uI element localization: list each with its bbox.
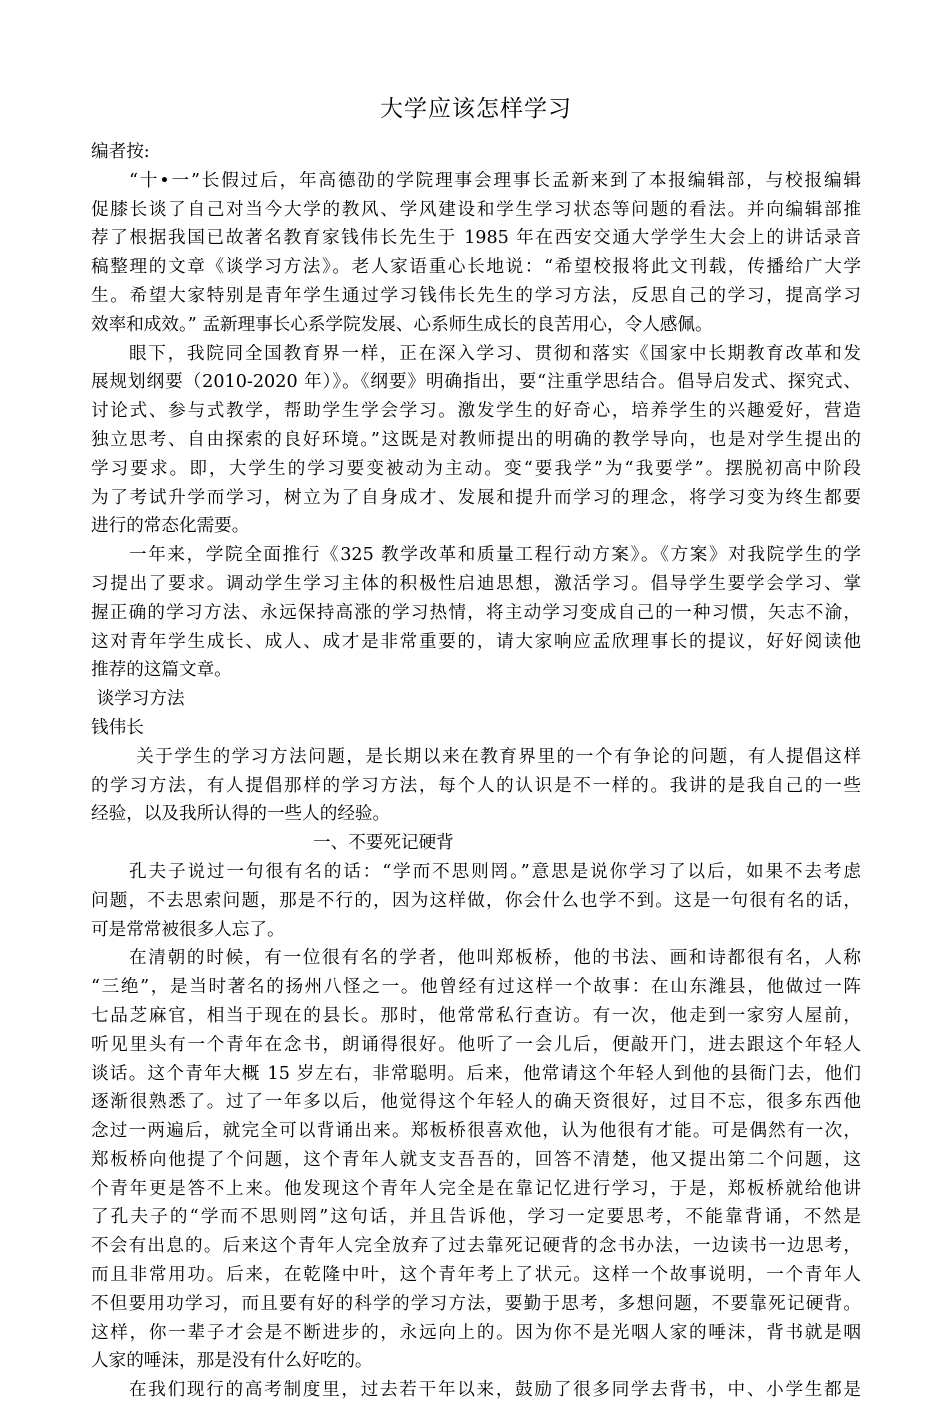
text-line: 生。希望大家特别是青年学生通过学习钱伟长先生的学习方法，反思自己的学习，提高学习 (91, 285, 861, 306)
text-line: 眼下，我院同全国教育界一样，正在深入学习、贯彻和落实《国家中长期教育改革和发 (129, 343, 861, 364)
text-line: 问题，不去思索问题，那是不行的，因为这样做，你会什么也学不到。这是一句很有名的话， (91, 890, 861, 911)
text-line: 可是常常被很多人忘了。 (91, 919, 285, 940)
text-line: 在我们现行的高考制度里，过去若干年以来，鼓励了很多同学去背书，中、小学生都是 (129, 1380, 861, 1401)
text-line: 这样，你一辈子才会是不断进步的，永远向上的。因为你不是光咽人家的唾沫，背书就是咽 (91, 1322, 861, 1343)
text-line: 了孔夫子的“学而不思则罔”这句话，并且告诉他，学习一定要思考，不能靠背诵，不然是 (91, 1207, 861, 1228)
text-line: 的学习方法，有人提倡那样的学习方法，每个人的认识是不一样的。我讲的是我自己的一些 (91, 775, 861, 796)
editor-note-label: 编者按: (91, 142, 150, 162)
text-line: 个青年更是答不上来。他发现这个青年人完全是在靠记忆进行学习，于是，郑板桥就给他讲 (91, 1178, 861, 1199)
text-line: 人家的唾沫，那是没有什么好吃的。 (91, 1351, 373, 1372)
text-line: 推荐的这篇文章。 (91, 660, 232, 681)
text-line: 经验，以及我所认得的一些人的经验。 (91, 804, 391, 825)
text-line: “十•一”长假过后，年高德劭的学院理事会理事长孟新来到了本报编辑部，与校报编辑 (129, 170, 861, 191)
text-line: 不会有出息的。后来这个青年人完全放弃了过去靠死记硬背的念书办法，一边读书一边思考， (91, 1236, 861, 1257)
text-line: 展规划纲要（2010-2020 年）》。《纲要》明确指出，要“注重学思结合。倡导启发式、探究式、 (91, 372, 861, 393)
text-line: 不但要用功学习，而且要有好的科学的学习方法，要勤于思考，多想问题，不要靠死记硬背。 (91, 1293, 861, 1314)
text-line: 七品芝麻官，相当于现在的县长。那时，他常常私行查访。有一次，他走到一家穷人屋前， (91, 1005, 861, 1026)
text-line: 独立思考、自由探索的良好环境。”这既是对教师提出的明确的教学导向，也是对学生提出的 (91, 429, 861, 450)
text-line: 握正确的学习方法、永远保持高涨的学习热情，将主动学习变成自己的一种习惯，矢志不渝， (91, 602, 861, 623)
text-line: 关于学生的学习方法问题，是长期以来在教育界里的一个有争论的问题，有人提倡这样 (129, 746, 861, 767)
text-line: 效率和成效。” 孟新理事长心系学院发展、心系师生成长的良苦用心，令人感佩。 (91, 314, 713, 335)
paragraph-1 (91, 167, 861, 340)
paragraph-5 (91, 858, 861, 944)
text-line: 为了考试升学而学习，树立为了自身成才、发展和提升而学习的理念，将学习变为终生都要 (91, 487, 861, 508)
article-author: 钱伟长 (91, 717, 144, 738)
text-line: 荐了根据我国已故著名教育家钱伟长先生于 1985 年在西安交通大学学生大会上的讲话录音 (91, 228, 861, 249)
text-line: 促膝长谈了自己对当今大学的教风、学风建设和学生学习状态等问题的看法。并向编辑部推 (91, 199, 861, 220)
section-heading: 一、不要死记硬背 (313, 833, 454, 854)
text-line: 郑板桥向他提了个问题，这个青年人就支支吾吾的，回答不清楚，他又提出第二个问题，这 (91, 1149, 861, 1170)
text-line: 在清朝的时候，有一位很有名的学者，他叫郑板桥，他的书法、画和诗都很有名，人称 (129, 948, 861, 969)
text-line: 学习要求。即，大学生的学习要变被动为主动。变“要我学”为“我要学”。摆脱初高中阶段 (91, 458, 861, 479)
paragraph-6 (91, 944, 861, 1376)
text-line: 这对青年学生成长、成人、成才是非常重要的，请大家响应孟欣理事长的提议，好好阅读他 (91, 631, 861, 652)
text-line: 孔夫子说过一句很有名的话：“学而不思则罔。”意思是说你学习了以后，如果不去考虑 (129, 861, 861, 882)
article-title: 谈学习方法 (91, 689, 185, 710)
text-line: 讨论式、参与式教学，帮助学生学会学习。激发学生的好奇心，培养学生的兴趣爱好，营造 (91, 401, 861, 422)
paragraph-4 (91, 743, 861, 829)
paragraph-2 (91, 340, 861, 542)
text-line: “三绝”，是当时著名的扬州八怪之一。他曾经有过这样一个故事：在山东潍县，他做过一阵 (91, 977, 861, 998)
paragraph-7 (91, 1376, 861, 1405)
document-title: 大学应该怎样学习 (380, 96, 572, 122)
text-line: 稿整理的文章《谈学习方法》。老人家语重心长地说：“希望校报将此文刊载，传播给广大学 (91, 257, 861, 278)
text-line: 念过一两遍后，就完全可以背诵出来。郑板桥很喜欢他，认为他很有才能。可是偶然有一次， (91, 1121, 861, 1142)
text-line: 而且非常用功。后来，在乾隆中叶，这个青年考上了状元。这样一个故事说明，一个青年人 (91, 1265, 861, 1286)
document-page (91, 92, 861, 1405)
text-line: 进行的常态化需要。 (91, 516, 250, 537)
text-line: 习提出了要求。调动学生学习主体的积极性启迪思想，激活学习。倡导学生要学会学习、掌 (91, 573, 861, 594)
paragraph-3 (91, 541, 861, 685)
text-line: 逐渐很熟悉了。过了一年多以后，他觉得这个年轻人的确天资很好，过目不忘，很多东西他 (91, 1092, 861, 1113)
text-line: 一年来，学院全面推行《325 教学改革和质量工程行动方案》。《方案》对我院学生的学 (129, 545, 861, 566)
text-line: 听见里头有一个青年在念书，朗诵得很好。他听了一会儿后，便敲开门，进去跟这个年轻人 (91, 1034, 861, 1055)
text-line: 谈话。这个青年大概 15 岁左右，非常聪明。后来，他常请这个年轻人到他的县衙门去，他们 (91, 1063, 861, 1084)
